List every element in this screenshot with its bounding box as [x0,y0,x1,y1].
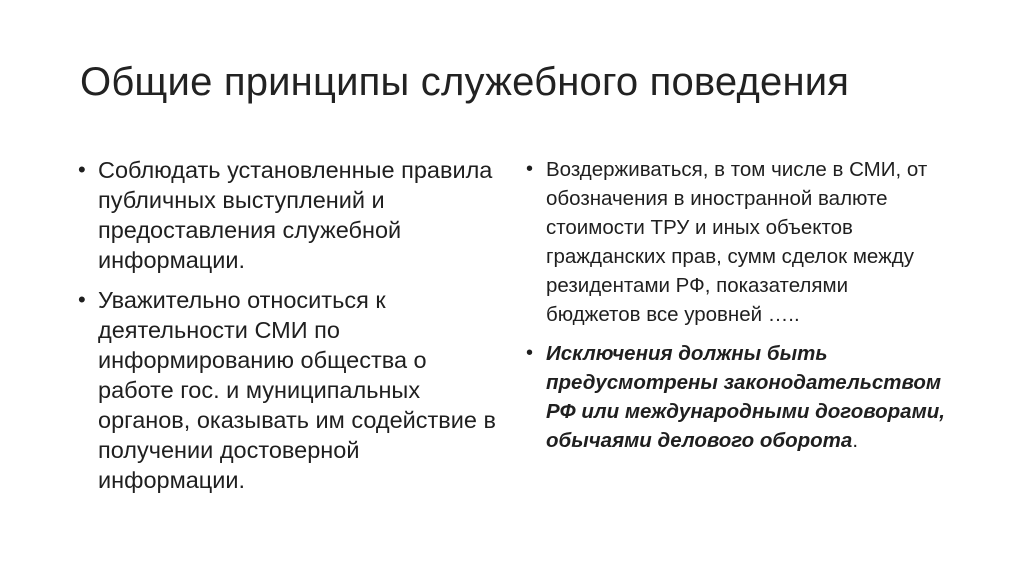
bullet-text-emphasis: Исключения должны быть предусмотрены законодательством РФ или международными договорами, обычаями делового оборота [546,342,945,452]
bullet-dot-icon: • [526,158,534,180]
bullet-dot-icon: • [78,157,86,182]
slide-title: Общие принципы служебного поведения [80,60,850,104]
bullet-text: Воздерживаться, в том числе в СМИ, от обозначения в иностранной валюте стоимости ТРУ и иных объектов гражданских прав, сумм сделок между резидентами РФ, показателями бюджетов все уровней ….. [546,158,928,326]
bullet-item [78,155,498,275]
bullet-item [78,285,498,495]
bullet-text-period: . [852,429,859,452]
left-bullet-list [78,155,498,505]
bullet-text: Уважительно относиться к деятельности СМИ по информированию общества о работе гос. и муниципальных органов, оказывать им содействие в получении достоверной информации. [98,287,496,493]
right-bullet-list [526,155,946,465]
bullet-text: Соблюдать установленные правила публичных выступлений и предоставления служебной информации. [98,157,493,273]
bullet-item [526,339,946,455]
bullet-dot-icon: • [78,287,86,312]
bullet-item [526,155,946,329]
bullet-dot-icon: • [526,342,534,364]
